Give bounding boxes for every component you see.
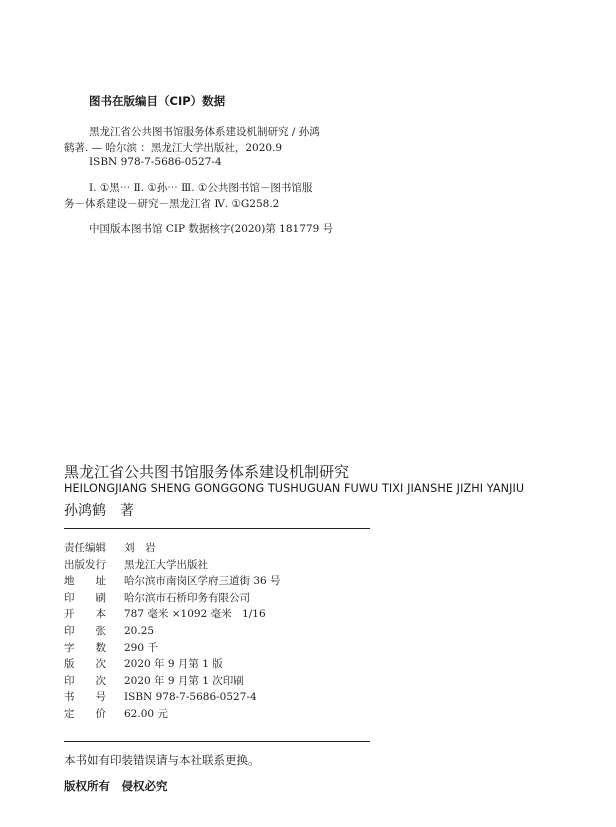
cip-heading: 图书在版编目（CIP）数据: [89, 94, 226, 108]
info-value: 62.00 元: [124, 707, 168, 720]
info-label: 地 址: [64, 575, 106, 588]
info-row: [64, 640, 281, 657]
info-row: [64, 623, 281, 640]
info-value: 刘 岩: [124, 542, 156, 554]
info-value: 哈尔滨市石桥印务有限公司: [124, 591, 250, 604]
info-label: 定 价: [64, 707, 106, 720]
info-row: [64, 590, 281, 607]
info-label: 开 本: [64, 608, 106, 621]
info-row: [64, 573, 281, 590]
cip-record-number: 中国版本图书馆 CIP 数据核字(2020)第 181779 号: [89, 223, 334, 235]
info-value: 20.25: [124, 624, 155, 637]
bottom-divider: [64, 741, 370, 742]
book-author: 孙鸿鹤 著: [64, 503, 134, 519]
replacement-notice: 本书如有印装错误请与本社联系更换。: [64, 753, 260, 767]
info-label: 印 刷: [64, 591, 106, 604]
info-label: 书 号: [64, 691, 106, 704]
cip-line: Ⅰ. ①黑⋯ Ⅱ. ①孙⋯ Ⅲ. ①公共图书馆－图书馆服: [89, 182, 313, 194]
info-row: [64, 673, 281, 690]
info-value: ISBN 978-7-5686-0527-4: [124, 691, 257, 704]
book-title-pinyin: HEILONGJIANG SHENG GONGGONG TUSHUGUAN FUWU TIXI JIANSHE JIZHI YANJIU: [64, 482, 525, 495]
info-value: 290 千: [124, 641, 158, 654]
cip-line: 黑龙江省公共图书馆服务体系建设机制研究 / 孙鸿: [89, 126, 320, 138]
info-row: [64, 706, 281, 723]
info-label: 印 张: [64, 624, 106, 637]
publication-info-table: [64, 540, 281, 723]
info-value: 2020 年 9 月第 1 版: [124, 658, 223, 671]
info-label: 责任编辑: [64, 542, 106, 554]
info-row: [64, 689, 281, 706]
cip-line: 务－体系建设－研究－黑龙江省 Ⅳ. ①G258.2: [64, 198, 280, 210]
info-row: [64, 557, 281, 574]
info-label: 版 次: [64, 658, 106, 671]
info-label: 印 次: [64, 674, 106, 687]
info-value: 黑龙江大学出版社: [124, 558, 208, 571]
info-value: 2020 年 9 月第 1 次印刷: [124, 674, 244, 687]
info-label: 出版发行: [64, 558, 106, 571]
cip-isbn: ISBN 978-7-5686-0527-4: [89, 156, 222, 168]
book-title: 黑龙江省公共图书馆服务体系建设机制研究: [64, 463, 350, 481]
info-label: 字 数: [64, 641, 106, 654]
info-value: 哈尔滨市南岗区学府三道街 36 号: [124, 575, 281, 588]
info-row: [64, 606, 281, 623]
info-row: [64, 540, 281, 557]
info-row: [64, 656, 281, 673]
info-value: 787 毫米 ×1092 毫米 1/16: [124, 608, 266, 621]
copyright-notice: 版权所有 侵权必究: [64, 779, 168, 793]
cip-line: 鹤著. — 哈尔滨 ：黑龙江大学出版社，2020.9: [64, 142, 283, 154]
top-divider: [64, 528, 370, 529]
